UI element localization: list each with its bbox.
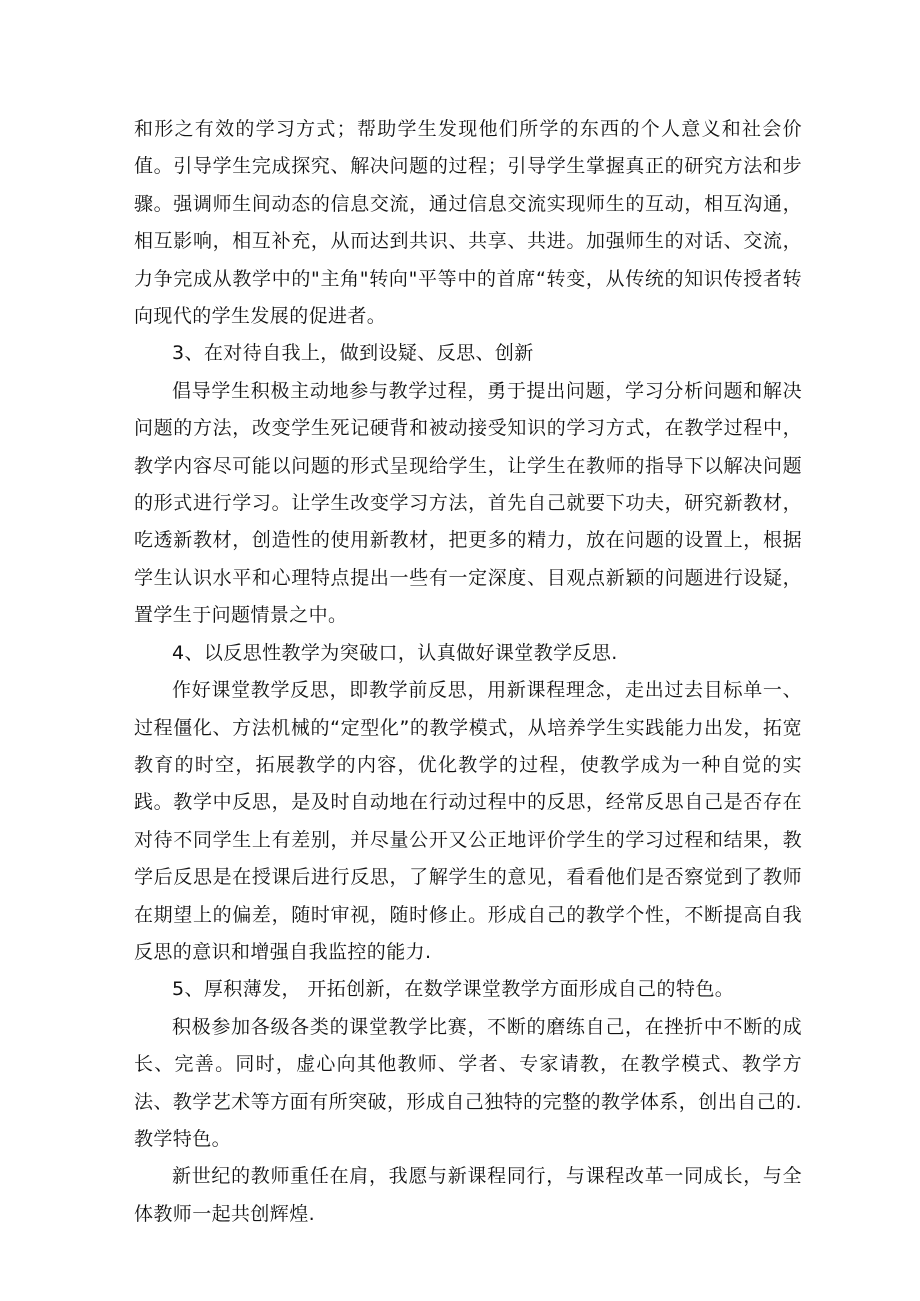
section-heading-5: 5、厚积薄发， 开拓创新，在数学课堂教学方面形成自己的特色。 [172,978,735,1001]
document-page [134,111,802,1233]
section-heading-3: 3、在对待自我上，做到设疑、反思、创新 [172,342,534,365]
paragraph-continuation: 和形之有效的学习方式；帮助学生发现他们所学的东西的个人意义和社会价值。引导学生完成探究、解决问题的过程；引导学生掌握真正的研究方法和步骤。强调师生间动态的信息交流，通过信息交流实现师生的互动，相互沟通，相互影响，相互补充，从而达到共识、共享、共进。加强师生的对话、交流，力争完成从教学中的"主角"转向"平等中的首席“转变，从传统的知识传授者转向现代的学生发展的促进者。 [134,118,802,328]
paragraph-competition: 积极参加各级各类的课堂教学比赛，不断的磨练自己，在挫折中不断的成长、完善。同时，虚心向其他教师、学者、专家请教，在教学模式、教学方法、教学艺术等方面有所突破，形成自己独特的完整的教学体系，创出自己的.教学特色。 [134,1015,802,1150]
section-heading-4: 4、以反思性教学为突破口，认真做好课堂教学反思. [172,641,618,664]
paragraph-reflection: 作好课堂教学反思，即教学前反思，用新课程理念，走出过去目标单一、过程僵化、方法机械的“定型化”的教学模式，从培养学生实践能力出发，拓宽教育的时空，拓展教学的内容，优化教学的过程，使教学成为一种自觉的实践。教学中反思，是及时自动地在行动过程中的反思，经常反思自己是否存在对待不同学生上有差别，并尽量公开又公正地评价学生的学习过程和结果，教学后反思是在授课后进行反思，了解学生的意见，看看他们是否察觉到了教师在期望上的偏差，随时审视，随时修止。形成自己的教学个性，不断提高自我反思的意识和增强自我监控的能力. [134,679,802,963]
paragraph-questioning: 倡导学生积极主动地参与教学过程，勇于提出问题，学习分析问题和解决问题的方法，改变学生死记硬背和被动接受知识的学习方式，在教学过程中，教学内容尽可能以问题的形式呈现给学生，让学生在教师的指导下以解决问题的形式进行学习。让学生改变学习方法，首先自己就要下功夫，研究新教材，吃透新教材，创造性的使用新教材，把更多的精力，放在问题的设置上，根据学生认识水平和心理特点提出一些有一定深度、目观点新颖的问题进行设疑，置学生于问题情景之中。 [134,379,802,627]
paragraph-conclusion: 新世纪的教师重任在肩，我愿与新课程同行，与课程改革一同成长，与全体教师一起共创辉煌. [134,1165,802,1225]
